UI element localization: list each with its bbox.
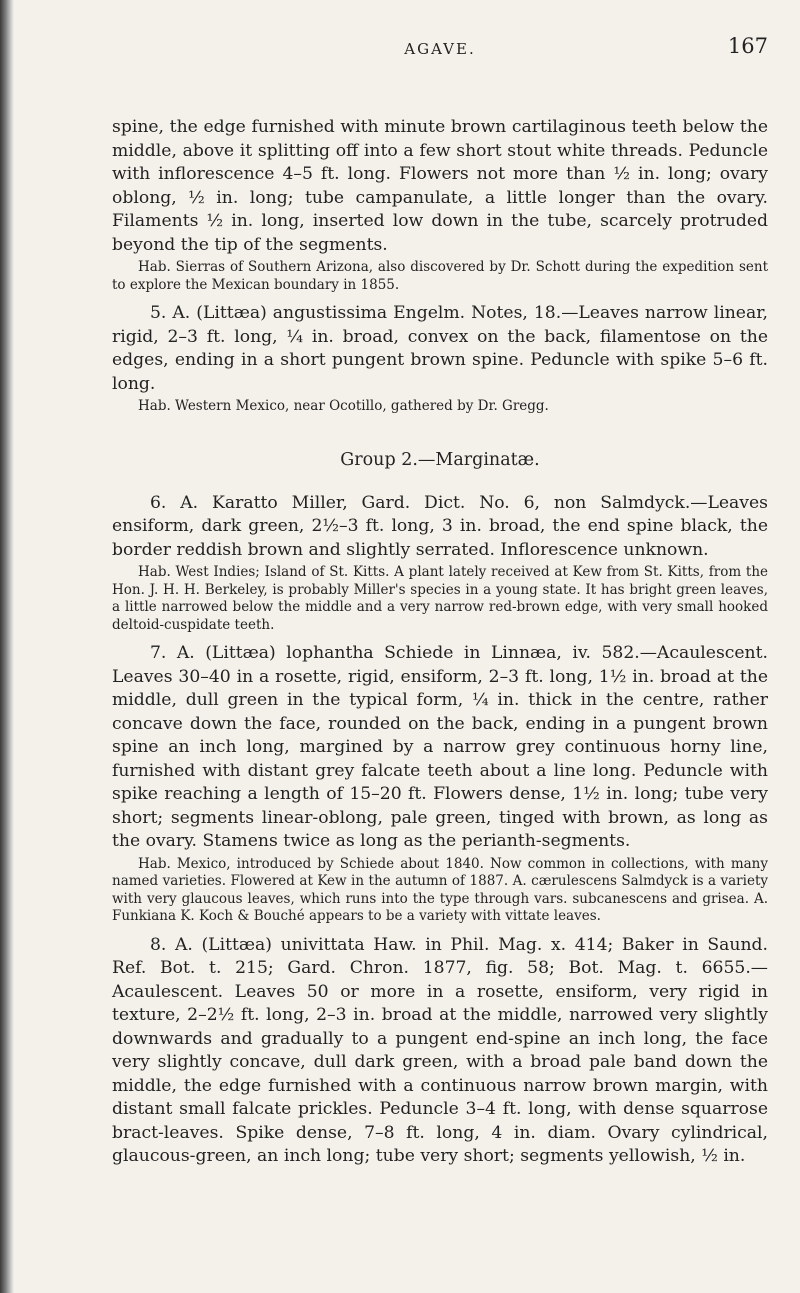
habitat-note-7: Hab. Mexico, introduced by Schiede about 1840. Now common in collections, with many named varieties. Flowered at Kew in the autumn of 1887. A. cærulescens Salmdyck is a variety with very glaucous leaves, which runs into the type through vars. subcanescens and grisea. A. Funkiana K. Koch & Bouché appears to be a variety with vittate leaves. [112, 855, 768, 924]
species-entry-8: 8. A. (Littæa) univittata Haw. in Phil. Mag. x. 414; Baker in Saund. Ref. Bot. t. 215; Gard. Chron. 1877, fig. 58; Bot. Mag. t. 6655.—Acaulescent. Leaves 50 or more in a rosette, ensiform, very rigid in texture, 2–2½ ft. long, 2–3 in. broad at the middle, narrowed very slightly downwards and gradually to a pungent end-spine an inch long, the face very slightly concave, dull dark green, with a broad pale band down the middle, the edge furnished with a continuous narrow brown margin, with distant small falcate prickles. Peduncle 3–4 ft. long, with dense squarrose bract-leaves. Spike dense, 7–8 ft. long, 4 in. diam. Ovary cylindrical, glaucous-green, an inch long; tube very short; segments yellowish, ½ in. [112, 934, 768, 1166]
book-spine-shadow [0, 0, 14, 1293]
running-title: AGAVE. [404, 40, 476, 58]
paragraph-continuation: spine, the edge furnished with minute brown cartilaginous teeth below the middle, above it splitting off into a few short stout white threads. Peduncle with inflorescence 4–5 ft. long. Flowers not more than ½ in. long; ovary oblong, ½ in. long; tube campanulate, a little longer than the ovary. Filaments ½ in. long, inserted low down in the tube, scarcely protruded beyond the tip of the segments. [112, 117, 768, 255]
page-header [112, 34, 768, 70]
book-page [112, 34, 768, 1169]
group-heading: Group 2.—Marginatæ. [340, 449, 540, 470]
habitat-note: Hab. Sierras of Southern Arizona, also discovered by Dr. Schott during the expedition sent to explore the Mexican boundary in 1855. [112, 259, 768, 293]
habitat-note-6: Hab. West Indies; Island of St. Kitts. A plant lately received at Kew from St. Kitts, from the Hon. J. H. H. Berkeley, is probably Miller's species in a young state. It has bright green leaves, a little narrowed below the middle and a very narrow red-brown edge, with very small hooked deltoid-cuspidate teeth. [112, 564, 768, 633]
page-number: 167 [727, 34, 768, 58]
species-entry-6: 6. A. Karatto Miller, Gard. Dict. No. 6, non Salmdyck.—Leaves ensiform, dark green, 2½–3 ft. long, 3 in. broad, the end spine black, the border reddish brown and slightly serrated. Inflorescence unknown. [112, 492, 768, 560]
habitat-note-5: Hab. Western Mexico, near Ocotillo, gathered by Dr. Gregg. [138, 398, 549, 414]
species-entry-7: 7. A. (Littæa) lophantha Schiede in Linnæa, iv. 582.—Acaulescent. Leaves 30–40 in a rosette, rigid, ensiform, 2–3 ft. long, 1½ in. broad at the middle, dull green in the typical form, ¼ in. thick in the centre, rather concave down the face, rounded on the back, ending in a pungent brown spine an inch long, margined by a narrow grey continuous horny line, furnished with distant grey falcate teeth about a line long. Peduncle with spike reaching a length of 15–20 ft. Flowers dense, 1½ in. long; tube very short; segments linear-oblong, pale green, tinged with brown, as long as the ovary. Stamens twice as long as the perianth-segments. [112, 643, 768, 851]
species-entry-5: 5. A. (Littæa) angustissima Engelm. Notes, 18.—Leaves narrow linear, rigid, 2–3 ft. long, ¼ in. broad, convex on the back, filamentose on the edges, ending in a short pungent brown spine. Peduncle with spike 5–6 ft. long. [112, 303, 768, 394]
